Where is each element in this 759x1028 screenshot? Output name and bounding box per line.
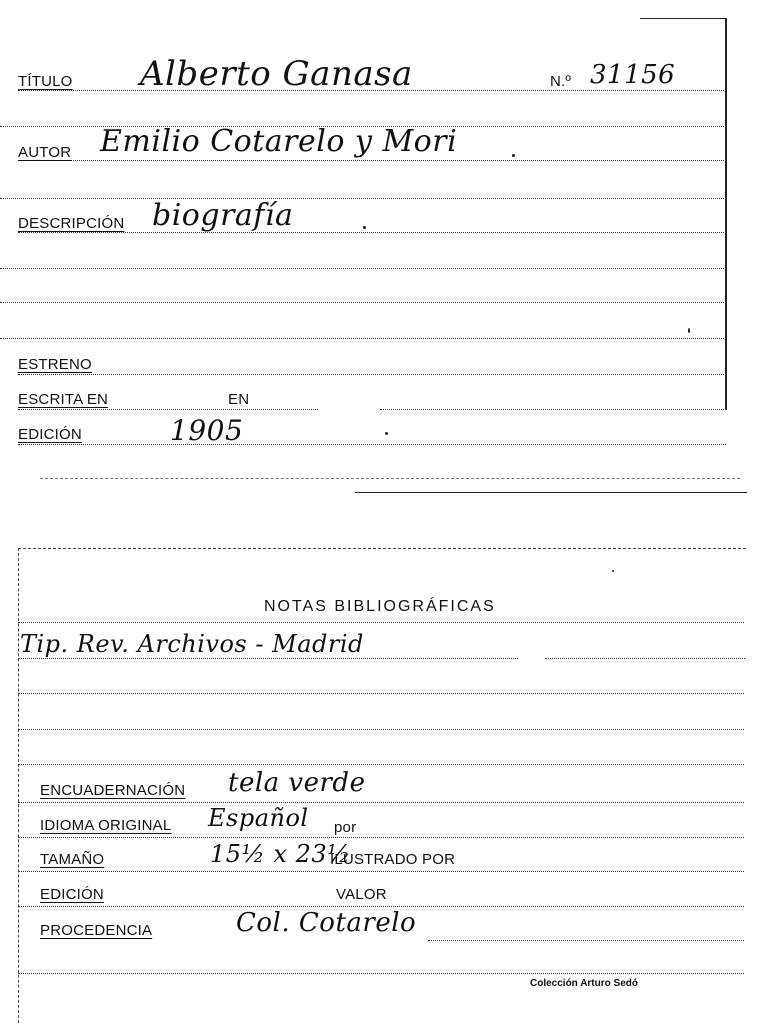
rule-line [18,837,744,838]
descripcion-value: biografía [152,198,294,233]
card-border-top [640,18,726,19]
rule-line [18,729,744,730]
edicion-label-bottom: EDICIÓN [40,886,104,903]
procedencia-label: PROCEDENCIA [40,922,153,939]
rule-line [428,940,744,941]
rule-line [18,444,726,445]
numero-value: 31156 [590,60,676,90]
catalog-card-bottom [0,540,759,1028]
rule-line [40,478,740,479]
rule-line [18,160,726,161]
ilustrado-label: ILUSTRADO POR [330,851,456,868]
valor-label: VALOR [336,886,387,903]
descripcion-label: DESCRIPCIÓN [18,215,125,232]
card-border-right [725,18,727,410]
ink-speck [688,328,690,333]
numero-label: N.º [550,73,572,90]
rule-line [18,906,744,907]
autor-value: Emilio Cotarelo y Mori [100,124,458,159]
estreno-label: ESTRENO [18,356,92,373]
procedencia-value: Col. Cotarelo [236,908,417,938]
card-border-bottom [355,492,747,493]
rule-line [0,268,726,269]
rule-line [18,409,318,410]
collection-credit: Colección Arturo Sedó [530,978,638,989]
titulo-label: TÍTULO [18,73,73,90]
ink-speck [612,570,614,572]
rule-line [0,338,726,339]
tamano-value: 15½ x 23½ [210,840,351,868]
escrita-en-label: EN [228,391,250,408]
card-border-left [18,548,20,1023]
encuadernacion-value: tela verde [228,768,366,798]
rule-line [0,302,726,303]
rule-line [18,232,726,233]
rule-line [18,871,744,872]
edicion-value: 1905 [170,414,244,447]
por-label: por [334,819,357,836]
catalog-card-top [0,0,759,500]
ink-speck [512,154,515,157]
idioma-label: IDIOMA ORIGINAL [40,817,172,834]
rule-line [18,973,744,974]
autor-label: AUTOR [18,144,72,161]
rule-line [18,693,744,694]
rule-line [545,658,745,659]
notas-value: Tip. Rev. Archivos - Madrid [20,630,364,658]
rule-line [0,198,726,199]
ink-speck [363,226,366,229]
rule-line [18,802,744,803]
edicion-label: EDICIÓN [18,426,82,443]
ink-speck [385,432,388,435]
rule-line [18,374,726,375]
tamano-label: TAMAÑO [40,851,105,868]
rule-line [380,409,726,410]
notas-heading: NOTAS BIBLIOGRÁFICAS [264,598,496,615]
rule-line [18,658,518,659]
escrita-label: ESCRITA EN [18,391,109,408]
rule-line [18,622,744,623]
card-border-top [18,548,746,549]
encuadernacion-label: ENCUADERNACIÓN [40,782,186,799]
idioma-value: Español [208,804,309,832]
rule-line [18,764,744,765]
titulo-value: Alberto Ganasa [140,54,413,94]
